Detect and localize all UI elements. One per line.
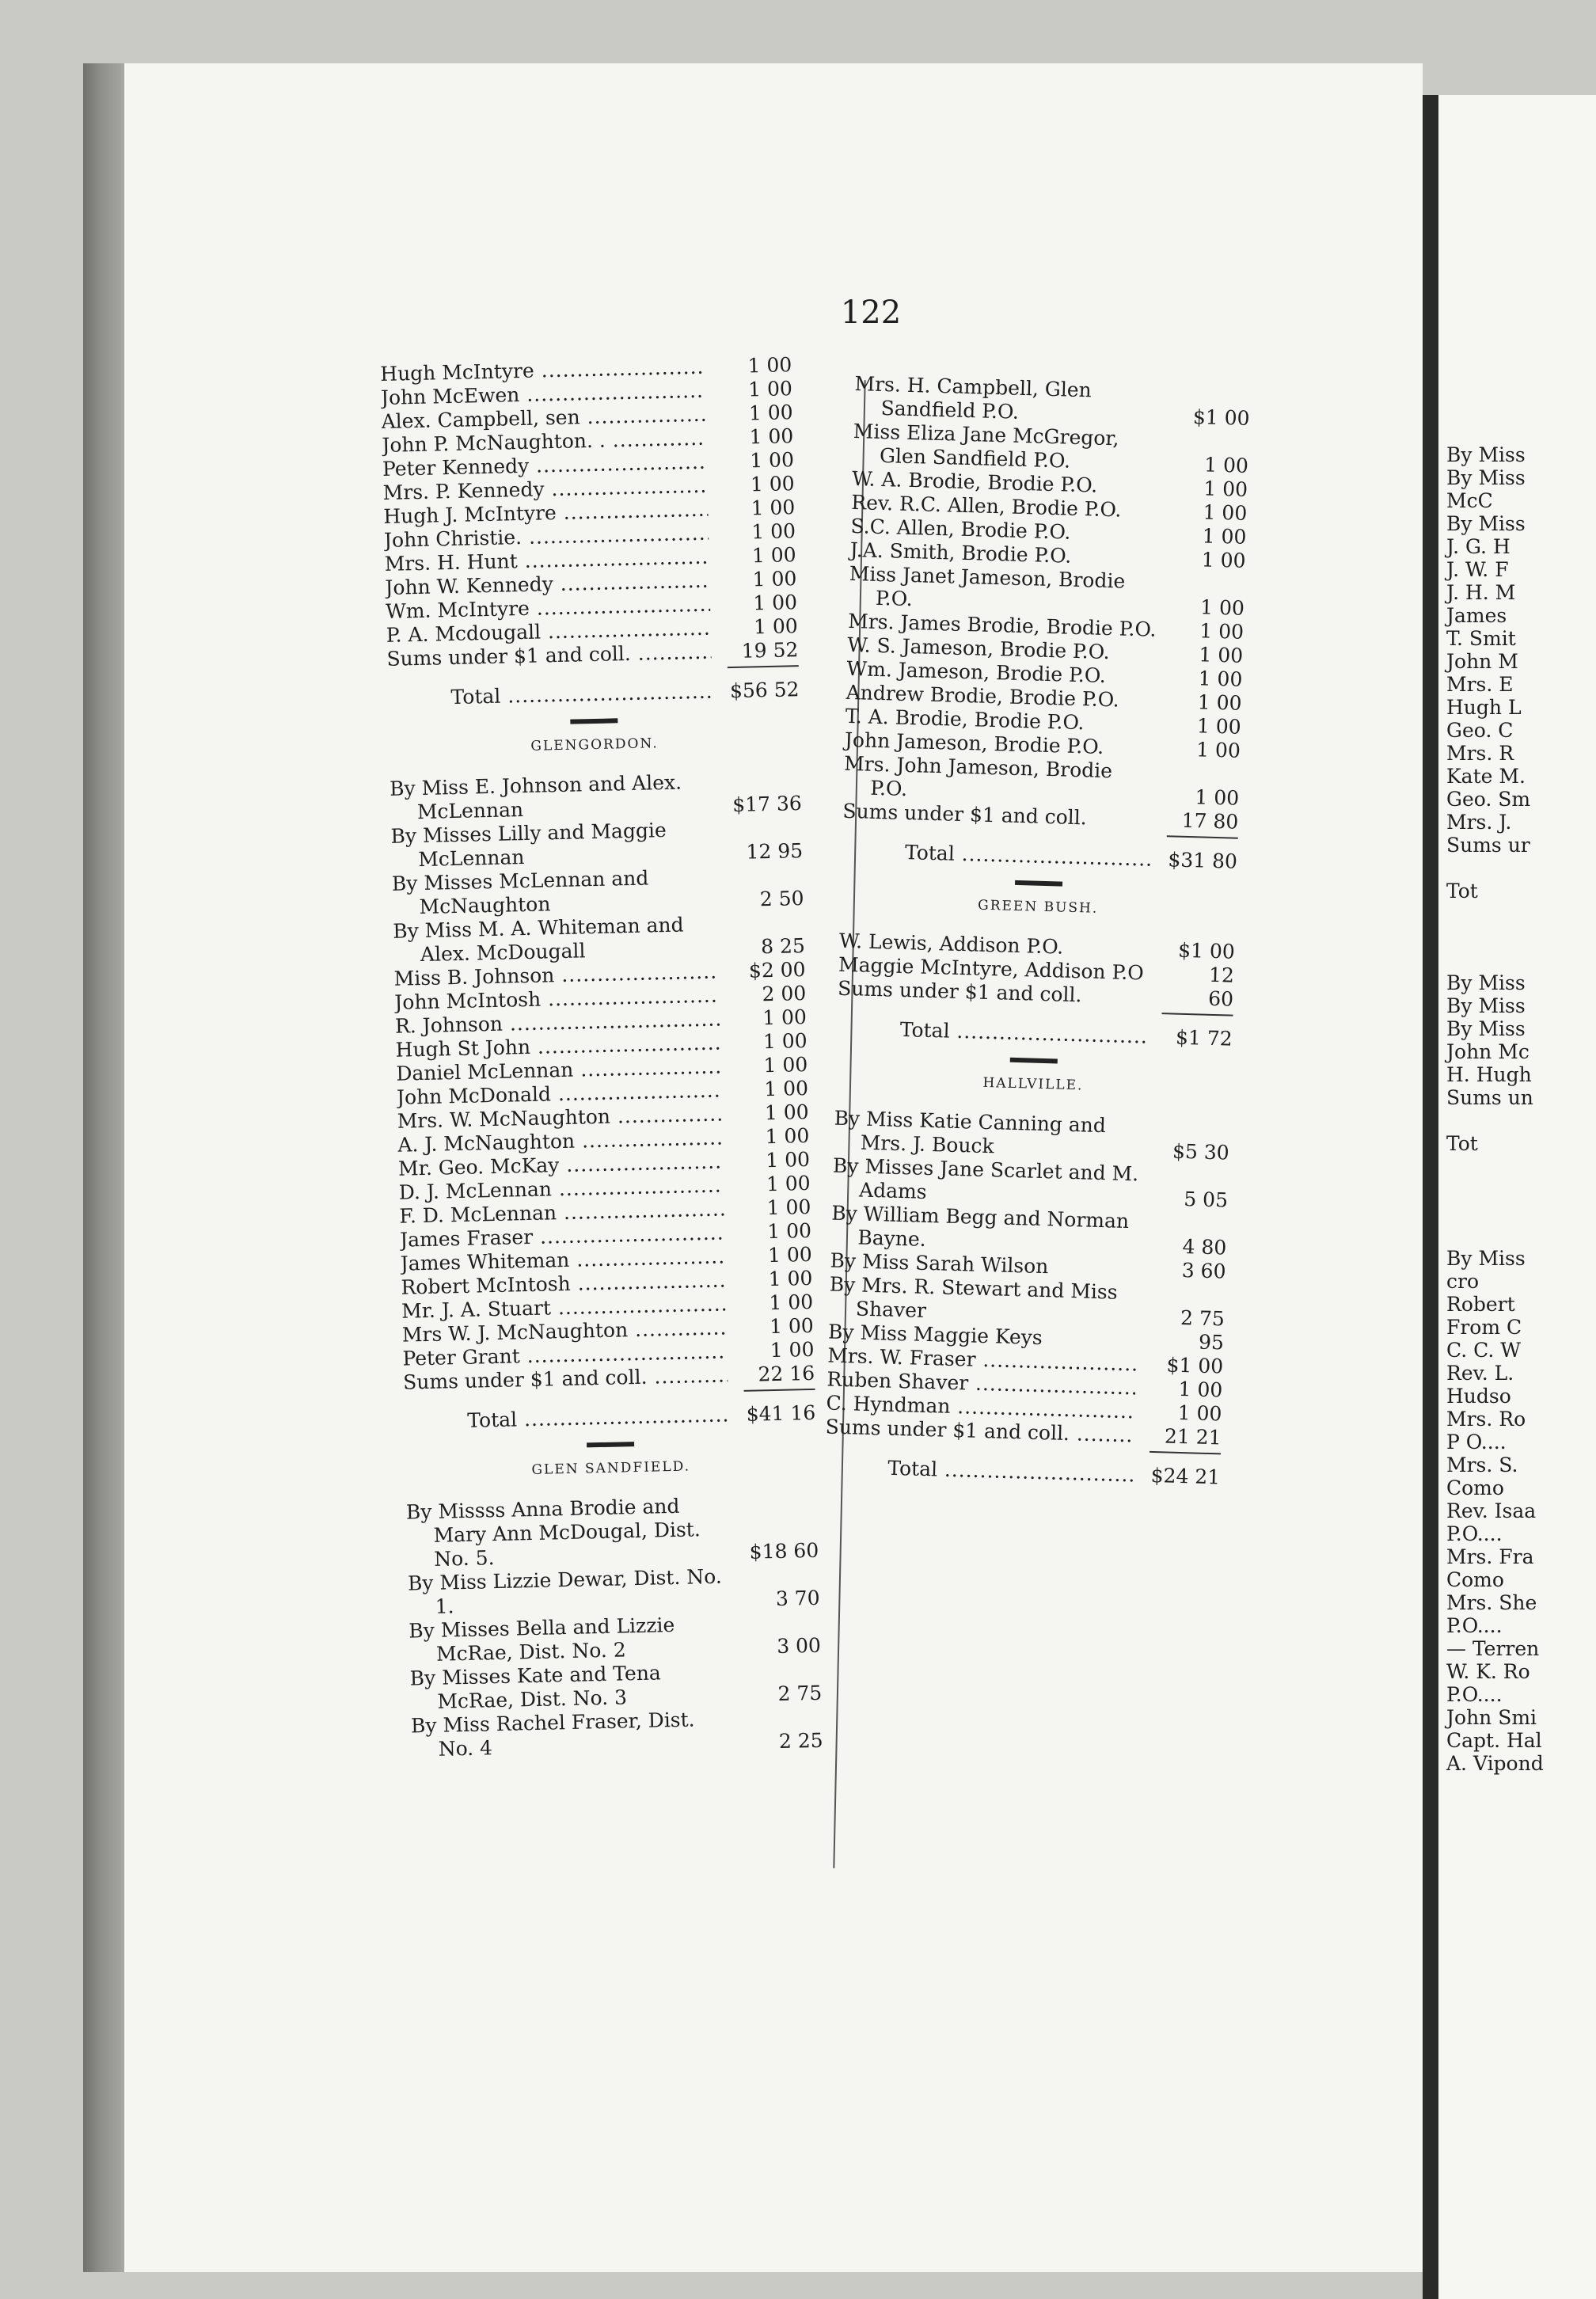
contributor-entry: By William Begg and Norman Bayne. <box>830 1201 1130 1251</box>
contributor-entry: John Jameson, Brodie P.O. <box>844 728 1104 758</box>
right-page-line: Geo. Sm <box>1446 788 1531 811</box>
contributor-entry: Miss Janet Jameson, Brodie P.O. <box>849 561 1126 611</box>
contribution-amount: 1 00 <box>762 1005 808 1030</box>
right-page-line: Geo. C <box>1446 719 1514 742</box>
contributor-entry: By Mrs. R. Stewart and Miss Shaver <box>829 1272 1118 1322</box>
contributor-name: Robert McIntosh ..... <box>401 1268 726 1299</box>
contributor-entry: Mrs. H. Campbell, Glen Sandfield P.O. <box>854 372 1092 424</box>
right-page-line: By Miss <box>1446 443 1526 466</box>
total-rule <box>1162 1013 1233 1016</box>
contributor-entry: T. A. Brodie, Brodie P.O. <box>845 704 1085 735</box>
right-page-line: Tot <box>1446 880 1478 902</box>
contributor-entry: Sums under $1 and coll. <box>842 799 1088 830</box>
contribution-amount: 22 16 <box>758 1361 815 1386</box>
contribution-amount: 1 00 <box>766 1171 811 1196</box>
contributor-entry: By Miss Sarah Wilson <box>830 1248 1049 1279</box>
list-item <box>408 1563 820 1620</box>
right-page-line: Mrs. R <box>1446 742 1514 765</box>
right-page-line: P.O.... <box>1446 1614 1503 1637</box>
contribution-amount: 1 00 <box>1203 477 1248 501</box>
section-heading-green-bush: GREEN BUSH. <box>977 897 1099 917</box>
right-page-line: Como <box>1446 1568 1504 1591</box>
contributor-name: Wm. McIntyre ..... <box>386 593 711 624</box>
contribution-amount: 1 00 <box>750 519 796 544</box>
right-page-line: Rev. L. <box>1446 1362 1514 1385</box>
right-page-line: John Smi <box>1446 1706 1537 1729</box>
contributor-entry: By Misses McLennan and McNaughton <box>391 866 649 919</box>
contributor-name: Ruben Shaver ..... <box>826 1368 1136 1400</box>
contribution-amount: 1 00 <box>748 401 793 425</box>
right-page-line: McC <box>1446 489 1493 512</box>
contributor-name: John P. McNaughton. . ..... <box>382 427 707 458</box>
contribution-amount: 4 80 <box>1182 1234 1227 1260</box>
contributor-entry: By Missss Anna Brodie and Mary Ann McDougal, Dist. No. 5. <box>405 1494 701 1571</box>
total-rule <box>744 1389 815 1392</box>
right-page-line: Sums ur <box>1446 834 1530 857</box>
contribution-amount: 17 80 <box>1181 808 1239 834</box>
total-row <box>836 1016 1233 1051</box>
hallville-rows <box>825 1344 1223 1450</box>
total-rule <box>1167 835 1238 839</box>
glengordon-groups <box>390 768 805 967</box>
total-amount: $56 52 <box>729 678 800 703</box>
total-amount: $31 80 <box>1168 848 1238 873</box>
right-page-line: Robert <box>1446 1293 1515 1316</box>
contribution-amount: 1 00 <box>763 1052 808 1077</box>
right-page-line <box>1446 857 1544 880</box>
glengordon-rows <box>393 958 815 1395</box>
contributor-name: Hugh McIntyre ..... <box>380 355 705 386</box>
contributor-entry: By Miss E. Johnson and Alex. McLennan <box>389 770 682 824</box>
contribution-amount: 1 00 <box>767 1242 813 1267</box>
contribution-amount: 1 00 <box>1201 548 1246 572</box>
contributor-entry: W. S. Jameson, Brodie P.O. <box>846 633 1111 664</box>
contribution-amount: 1 00 <box>1198 667 1243 691</box>
right-page-line: J. W. F <box>1446 558 1509 581</box>
total-label: Total ..... <box>899 1018 1146 1049</box>
contributor-name: R. Johnson ..... <box>395 1007 720 1038</box>
right-page-fragment <box>1438 95 1596 2299</box>
right-page-line <box>1446 1109 1544 1132</box>
contribution-amount: 1 00 <box>763 1076 809 1101</box>
contributor-name: John McDonald ..... <box>397 1078 722 1109</box>
brodie-list <box>842 372 1251 834</box>
contributor-entry: Mrs. John Jameson, Brodie P.O. <box>843 751 1113 801</box>
right-page-line: By Miss <box>1446 994 1526 1017</box>
contribution-amount: 21 21 <box>1164 1424 1222 1450</box>
green-bush-rows <box>838 929 1235 1012</box>
contribution-amount: $2 00 <box>748 958 806 982</box>
right-page-line: W. K. Ro <box>1446 1660 1530 1683</box>
contributor-entry: By Miss Katie Canning and Mrs. J. Bouck <box>834 1106 1107 1158</box>
right-page-line <box>1446 1201 1544 1224</box>
right-page-line: Kate M. <box>1446 765 1526 788</box>
section-rule <box>570 718 618 724</box>
contributor-name: F. D. McLennan ..... <box>399 1197 724 1228</box>
contributor-entry: By Misses Lilly and Maggie McLennan <box>390 818 667 872</box>
total-amount: $1 72 <box>1175 1025 1233 1051</box>
right-page-line: Sums un <box>1446 1086 1533 1109</box>
right-page-line: James <box>1446 604 1507 627</box>
section-heading-glen-sandfield: GLEN SANDFIELD. <box>531 1458 691 1479</box>
contribution-amount: 12 95 <box>746 839 804 864</box>
right-page-line: From C <box>1446 1316 1522 1339</box>
contributor-entry: By Miss Lizzie Dewar, Dist. No. 1. <box>407 1564 723 1618</box>
right-page-line: Hudso <box>1446 1385 1511 1408</box>
contribution-amount: 1 00 <box>751 543 796 568</box>
contribution-amount: 8 25 <box>760 934 806 959</box>
total-amount: $24 21 <box>1150 1463 1221 1489</box>
contributor-name: James Fraser ..... <box>400 1221 725 1252</box>
contributor-entry: Maggie McIntyre, Addison P.O <box>838 952 1145 985</box>
right-page-line: J. G. H <box>1446 535 1510 558</box>
contribution-amount: 1 00 <box>749 424 794 449</box>
contributor-name: Hugh J. McIntyre ..... <box>383 498 709 529</box>
list-item <box>408 1610 821 1667</box>
contributor-name: C. Hyndman ..... <box>826 1391 1135 1423</box>
right-page-line: By Miss <box>1446 466 1526 489</box>
contributor-entry: Rev. R.C. Allen, Brodie P.O. <box>851 490 1122 522</box>
contributor-name: Peter Kennedy ..... <box>382 450 708 481</box>
section-heading-hallville: HALLVILLE. <box>982 1074 1084 1094</box>
contributor-name: Alex. Campbell, sen ..... <box>381 403 706 434</box>
contributor-entry: By Miss Rachel Fraser, Dist. No. 4 <box>410 1708 695 1761</box>
contribution-amount: $1 00 <box>1177 938 1236 963</box>
page-number: 122 <box>840 294 902 331</box>
right-page-line: Capt. Hal <box>1446 1729 1542 1752</box>
right-page-line <box>1446 948 1544 971</box>
list-item <box>390 815 803 872</box>
left-column <box>380 353 823 1761</box>
right-page-line: Hugh L <box>1446 696 1522 719</box>
contribution-amount: 1 00 <box>1203 453 1249 477</box>
right-page-line: Como <box>1446 1476 1504 1499</box>
contribution-amount: 2 75 <box>1180 1305 1226 1331</box>
contributor-name: Mrs. H. Hunt ..... <box>384 545 709 576</box>
contributor-entry: S.C. Allen, Brodie P.O. <box>850 514 1071 544</box>
right-page-line: Mrs. J. <box>1446 811 1512 834</box>
contribution-amount: 1 00 <box>753 591 798 615</box>
right-page-line: By Miss <box>1446 1017 1526 1040</box>
contributor-name: Mrs. P. Kennedy ..... <box>382 474 708 505</box>
contributor-name: Mrs. W. Fraser ..... <box>827 1344 1137 1377</box>
right-page-line: By Miss <box>1446 1247 1526 1270</box>
contribution-amount: 1 00 <box>1196 714 1242 739</box>
contribution-amount: 60 <box>1207 986 1234 1011</box>
contributor-entry: Wm. Jameson, Brodie P.O. <box>846 656 1107 687</box>
total-row <box>404 1401 816 1434</box>
total-label: Total ..... <box>450 680 712 709</box>
contribution-amount: 1 00 <box>1199 643 1244 667</box>
right-page-line: By Miss <box>1446 971 1526 994</box>
contributor-name: D. J. McLennan ..... <box>398 1173 724 1204</box>
contributor-entry: By Misses Jane Scarlet and M. Adams <box>832 1153 1139 1203</box>
contribution-amount: $1 00 <box>1166 1353 1224 1378</box>
contribution-amount: 1 00 <box>747 377 793 401</box>
contribution-amount: 1 00 <box>1199 595 1245 620</box>
list-item <box>392 863 804 920</box>
contribution-amount: 3 70 <box>775 1586 820 1611</box>
contributor-entry: By Miss Maggie Keys <box>827 1320 1043 1350</box>
contributor-entry: W. A. Brodie, Brodie P.O. <box>851 466 1098 497</box>
left-top-list <box>380 353 799 671</box>
contributor-entry: Andrew Brodie, Brodie P.O. <box>846 680 1120 712</box>
contributor-name: Mr. Geo. McKay ..... <box>398 1150 724 1180</box>
list-item <box>411 1705 823 1762</box>
contribution-amount: 12 <box>1208 963 1235 987</box>
right-page-line <box>1446 925 1544 948</box>
contributor-name: John Christie. ..... <box>384 522 709 553</box>
contribution-amount: 1 00 <box>767 1218 812 1244</box>
total-row <box>387 678 800 711</box>
contribution-amount: 19 52 <box>741 638 799 663</box>
contributor-name: Mrs W. J. McNaughton ..... <box>402 1316 728 1347</box>
right-page-line: cro <box>1446 1270 1480 1293</box>
contribution-amount: 1 00 <box>1202 524 1247 549</box>
right-page-line: Mrs. E <box>1446 673 1514 696</box>
contributor-name: Peter Grant ..... <box>402 1340 728 1370</box>
right-page-line: Tot <box>1446 1132 1478 1155</box>
right-page-line: Mrs. S. <box>1446 1454 1518 1476</box>
contribution-amount: 1 00 <box>1177 1400 1222 1426</box>
right-page-line: J. H. M <box>1446 581 1516 604</box>
contribution-amount: 5 05 <box>1183 1188 1229 1212</box>
right-page-line: By Miss <box>1446 512 1526 535</box>
contributor-entry: By Misses Bella and Lizzie McRae, Dist. No. 2 <box>408 1613 675 1666</box>
contributor-name: Sums under $1 and coll. ..... <box>403 1363 728 1394</box>
contribution-amount: 1 00 <box>1178 1377 1223 1402</box>
contribution-amount: 1 00 <box>769 1290 814 1315</box>
glen-sandfield-groups <box>406 1492 823 1762</box>
contribution-amount: 2 25 <box>778 1728 823 1754</box>
right-page-line: A. Vipond <box>1446 1752 1544 1775</box>
right-page-line: — Terren <box>1446 1637 1540 1660</box>
right-page-line <box>1446 1155 1544 1178</box>
right-page-line: John Mc <box>1446 1040 1530 1063</box>
contributor-name: P. A. Mcdougall ..... <box>386 617 711 648</box>
right-page-line <box>1446 902 1544 925</box>
right-page-line: P.O.... <box>1446 1683 1503 1706</box>
list-item <box>406 1492 819 1572</box>
total-row <box>842 839 1238 874</box>
contribution-amount: 1 00 <box>768 1266 813 1291</box>
contributor-name: Daniel McLennan ..... <box>396 1054 721 1085</box>
contributor-name: Mrs. W. McNaughton ..... <box>397 1102 722 1133</box>
contributor-name: James Whiteman ..... <box>401 1244 726 1275</box>
contributor-entry: W. Lewis, Addison P.O. <box>838 929 1064 959</box>
contribution-amount: 1 00 <box>1195 785 1240 810</box>
contribution-amount: 2 75 <box>777 1681 823 1706</box>
right-page-line <box>1446 1178 1544 1201</box>
section-rule <box>587 1442 634 1447</box>
list-item <box>390 768 802 825</box>
contribution-amount: 1 00 <box>747 353 792 378</box>
contribution-amount: 1 00 <box>750 472 795 496</box>
right-page-line: C. C. W <box>1446 1339 1521 1362</box>
contributor-entry: Mrs. James Brodie, Brodie P.O. <box>847 609 1157 641</box>
contribution-amount: 1 00 <box>752 567 797 591</box>
section-heading-glengordon: GLENGORDON. <box>530 735 659 754</box>
total-rule <box>1150 1451 1221 1455</box>
right-page-line: John M <box>1446 650 1518 673</box>
right-page-line: Mrs. She <box>1446 1591 1537 1614</box>
right-page-line: P O.... <box>1446 1431 1507 1454</box>
right-page-line: P.O.... <box>1446 1522 1503 1545</box>
contributor-name: Miss B. Johnson ..... <box>393 960 719 991</box>
list-item <box>409 1658 822 1715</box>
contribution-amount: 1 00 <box>764 1100 809 1125</box>
contribution-amount: 1 00 <box>1195 738 1241 762</box>
contribution-amount: 2 00 <box>762 981 807 1006</box>
contributor-entry: By Miss M. A. Whiteman and Alex. McDougall <box>392 913 684 967</box>
hallville-groups <box>828 1107 1230 1355</box>
contributor-entry: Miss Eliza Jane McGregor, Glen Sandfield P.O. <box>853 419 1119 473</box>
contribution-amount: 2 50 <box>759 887 804 911</box>
contribution-amount: 1 00 <box>749 448 795 473</box>
contribution-amount: 1 00 <box>769 1313 815 1339</box>
contributor-name: A. J. McNaughton ..... <box>397 1126 723 1157</box>
contribution-amount: $5 30 <box>1172 1139 1230 1165</box>
contributor-name: John W. Kennedy ..... <box>385 569 710 600</box>
book-spine <box>83 63 124 2272</box>
contribution-amount: 3 00 <box>776 1633 822 1659</box>
right-page-line: Mrs. Fra <box>1446 1545 1534 1568</box>
contributor-name: Sums under $1 and coll. ..... <box>825 1415 1134 1447</box>
contribution-amount: $18 60 <box>749 1538 819 1564</box>
contributor-name: John McIntosh ..... <box>394 983 720 1014</box>
contribution-amount: 95 <box>1198 1330 1225 1355</box>
contribution-amount: 1 00 <box>1197 690 1242 715</box>
contributor-entry: J.A. Smith, Brodie P.O. <box>849 538 1072 568</box>
contributor-name: Sums under $1 and coll. ..... <box>386 640 712 671</box>
contribution-amount: 1 00 <box>762 1028 808 1054</box>
contributor-name: John McEwen ..... <box>381 379 706 410</box>
contribution-amount: 1 00 <box>750 496 796 520</box>
right-page-line: T. Smit <box>1446 627 1516 650</box>
total-amount: $41 16 <box>746 1400 816 1426</box>
contribution-amount: 1 00 <box>753 614 799 639</box>
contribution-amount: 1 00 <box>765 1123 810 1149</box>
contribution-amount: 1 00 <box>766 1195 811 1220</box>
contribution-amount: 1 00 <box>1199 619 1244 644</box>
section-rule <box>1010 1058 1058 1064</box>
right-page-line: Rev. Isaa <box>1446 1499 1537 1522</box>
total-rule <box>728 665 799 668</box>
right-page-text <box>1446 443 1544 1775</box>
contribution-amount: 1 00 <box>1203 500 1248 525</box>
contribution-amount: 1 00 <box>770 1337 815 1362</box>
contribution-amount: 3 60 <box>1181 1258 1226 1283</box>
section-rule <box>1015 880 1062 887</box>
total-label: Total ..... <box>887 1457 1134 1488</box>
right-page-line: H. Hugh <box>1446 1063 1532 1086</box>
contributor-entry: By Misses Kate and Tena McRae, Dist. No. 3 <box>409 1661 662 1713</box>
contributor-name: Mr. J. A. Stuart ..... <box>401 1292 727 1323</box>
right-page-line: Mrs. Ro <box>1446 1408 1526 1431</box>
contribution-amount: $17 36 <box>732 792 803 817</box>
right-page-line <box>1446 1224 1544 1247</box>
total-label: Total ..... <box>467 1403 729 1432</box>
total-label: Total ..... <box>905 841 1151 872</box>
contribution-amount: $1 00 <box>1192 405 1250 430</box>
middle-column <box>824 372 1251 1489</box>
contribution-amount: 1 00 <box>765 1147 811 1172</box>
contributor-name: Hugh St John ..... <box>395 1031 720 1062</box>
page-gutter <box>1423 95 1438 2299</box>
contributor-entry: Sums under $1 and coll. <box>837 976 1082 1007</box>
